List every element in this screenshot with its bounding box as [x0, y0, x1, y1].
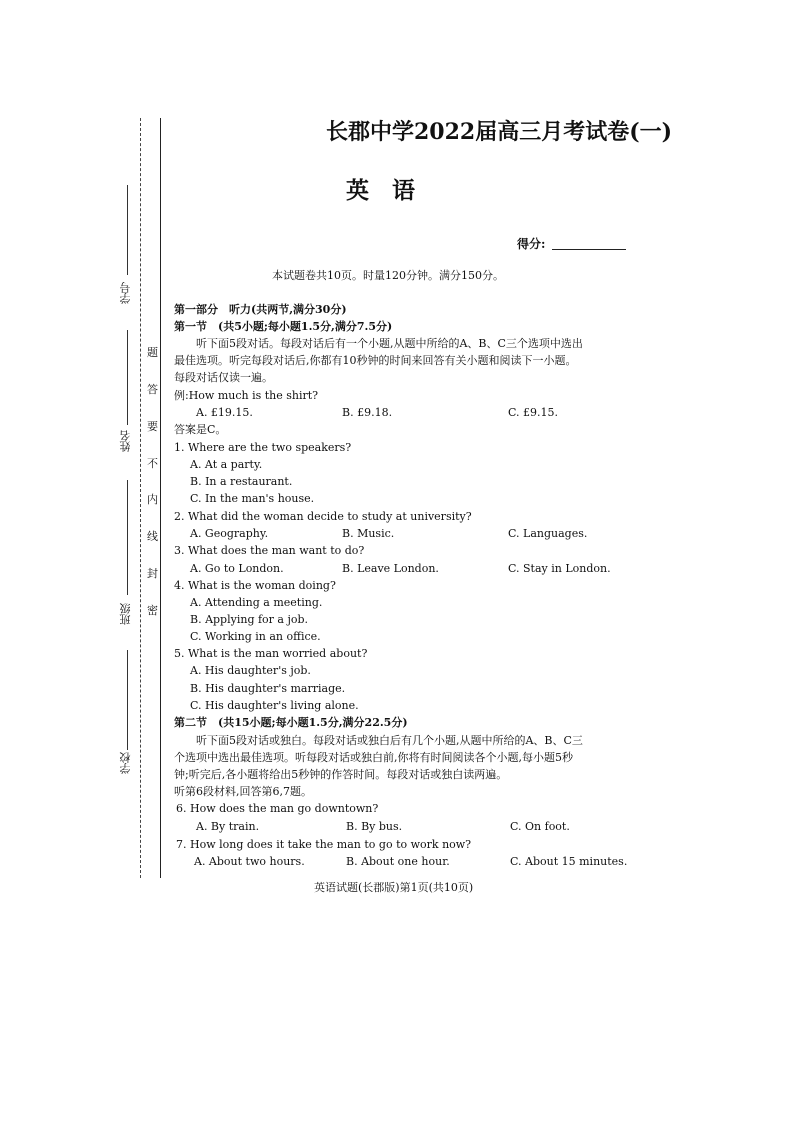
question-7-option-c: C. About 15 minutes.	[510, 855, 628, 868]
section2-heading: 第二节 (共15小题;每小题1.5分,满分22.5分)	[174, 716, 408, 729]
seal-char-da: 答	[147, 383, 158, 396]
section1-heading: 第一节 (共5小题;每小题1.5分,满分7.5分)	[174, 320, 393, 333]
question-4-option-a: A. Attending a meeting.	[190, 596, 323, 609]
section1-intro-2: 最佳选项。听完每段对话后,你都有10秒钟的时间来回答有关小题和阅读下一小题。	[174, 354, 577, 367]
seal-char-feng: 封	[147, 567, 158, 580]
binding-dashed-line	[140, 118, 141, 878]
section2-intro-1: 听下面5段对话或独白。每段对话或独白后有几个小题,从题中所给的A、B、C三	[196, 734, 583, 747]
student-id-label: 学号	[119, 282, 132, 304]
score-blank	[552, 249, 626, 250]
binding-solid-line	[160, 118, 161, 878]
question-2-option-a: A. Geography.	[190, 527, 269, 540]
class-blank	[127, 480, 128, 595]
example-option-a: A. £19.15.	[196, 406, 253, 419]
question-1-option-c: C. In the man's house.	[190, 492, 315, 505]
seal-char-ti: 题	[147, 346, 158, 359]
school-label: 学校	[119, 752, 132, 774]
class-label: 班级	[119, 603, 132, 625]
question-7-option-b: B. About one hour.	[346, 855, 450, 868]
question-1: 1. Where are the two speakers?	[174, 441, 352, 454]
question-7-option-a: A. About two hours.	[194, 855, 305, 868]
question-1-option-b: B. In a restaurant.	[190, 475, 293, 488]
example-question: 例:How much is the shirt?	[174, 389, 319, 402]
question-4: 4. What is the woman doing?	[174, 579, 336, 592]
section1-intro-3: 每段对话仅读一遍。	[174, 371, 273, 384]
question-6-option-a: A. By train.	[196, 820, 260, 833]
question-5-option-a: A. His daughter's job.	[190, 664, 311, 677]
question-5-option-c: C. His daughter's living alone.	[190, 699, 359, 712]
question-6-option-c: C. On foot.	[510, 820, 570, 833]
page-footer: 英语试题(长郡版)第1页(共10页)	[314, 881, 474, 894]
section2-intro-2: 个选项中选出最佳选项。听每段对话或独白前,你将有时间阅读各个小题,每小题5秒	[174, 751, 573, 764]
question-1-option-a: A. At a party.	[190, 458, 263, 471]
seal-char-xian: 线	[147, 530, 158, 543]
question-3: 3. What does the man want to do?	[174, 544, 365, 557]
question-4-option-c: C. Working in an office.	[190, 630, 321, 643]
exam-title: 长郡中学2022届高三月考试卷(一)	[326, 119, 673, 145]
material-6-note: 听第6段材料,回答第6,7题。	[174, 785, 312, 798]
name-blank	[127, 330, 128, 425]
question-3-option-b: B. Leave London.	[342, 562, 439, 575]
name-label: 姓名	[119, 430, 132, 452]
part1-heading: 第一部分 听力(共两节,满分30分)	[174, 303, 347, 316]
section1-intro-1: 听下面5段对话。每段对话后有一个小题,从题中所给的A、B、C三个选项中选出	[196, 337, 583, 350]
seal-char-mi: 密	[147, 604, 158, 617]
seal-char-yao: 要	[147, 420, 158, 433]
question-5: 5. What is the man worried about?	[174, 647, 368, 660]
question-6-option-b: B. By bus.	[346, 820, 403, 833]
question-2-option-c: C. Languages.	[508, 527, 588, 540]
subject-title: 英 语	[346, 177, 415, 204]
question-4-option-b: B. Applying for a job.	[190, 613, 309, 626]
exam-instructions: 本试题卷共10页。时量120分钟。满分150分。	[272, 269, 504, 282]
question-3-option-c: C. Stay in London.	[508, 562, 611, 575]
question-2: 2. What did the woman decide to study at university?	[174, 510, 472, 523]
section2-intro-3: 钟;听完后,各小题将给出5秒钟的作答时间。每段对话或独白读两遍。	[174, 768, 508, 781]
score-label: 得分:	[517, 237, 546, 251]
seal-char-bu: 不	[147, 457, 158, 470]
school-blank	[127, 650, 128, 750]
example-option-b: B. £9.18.	[342, 406, 393, 419]
question-6: 6. How does the man go downtown?	[176, 802, 379, 815]
question-5-option-b: B. His daughter's marriage.	[190, 682, 346, 695]
student-id-blank	[127, 185, 128, 275]
question-3-option-a: A. Go to London.	[190, 562, 284, 575]
example-option-c: C. £9.15.	[508, 406, 559, 419]
example-answer: 答案是C。	[174, 423, 227, 436]
question-7: 7. How long does it take the man to go to work now?	[176, 838, 472, 851]
seal-char-nei: 内	[147, 493, 158, 506]
question-2-option-b: B. Music.	[342, 527, 395, 540]
